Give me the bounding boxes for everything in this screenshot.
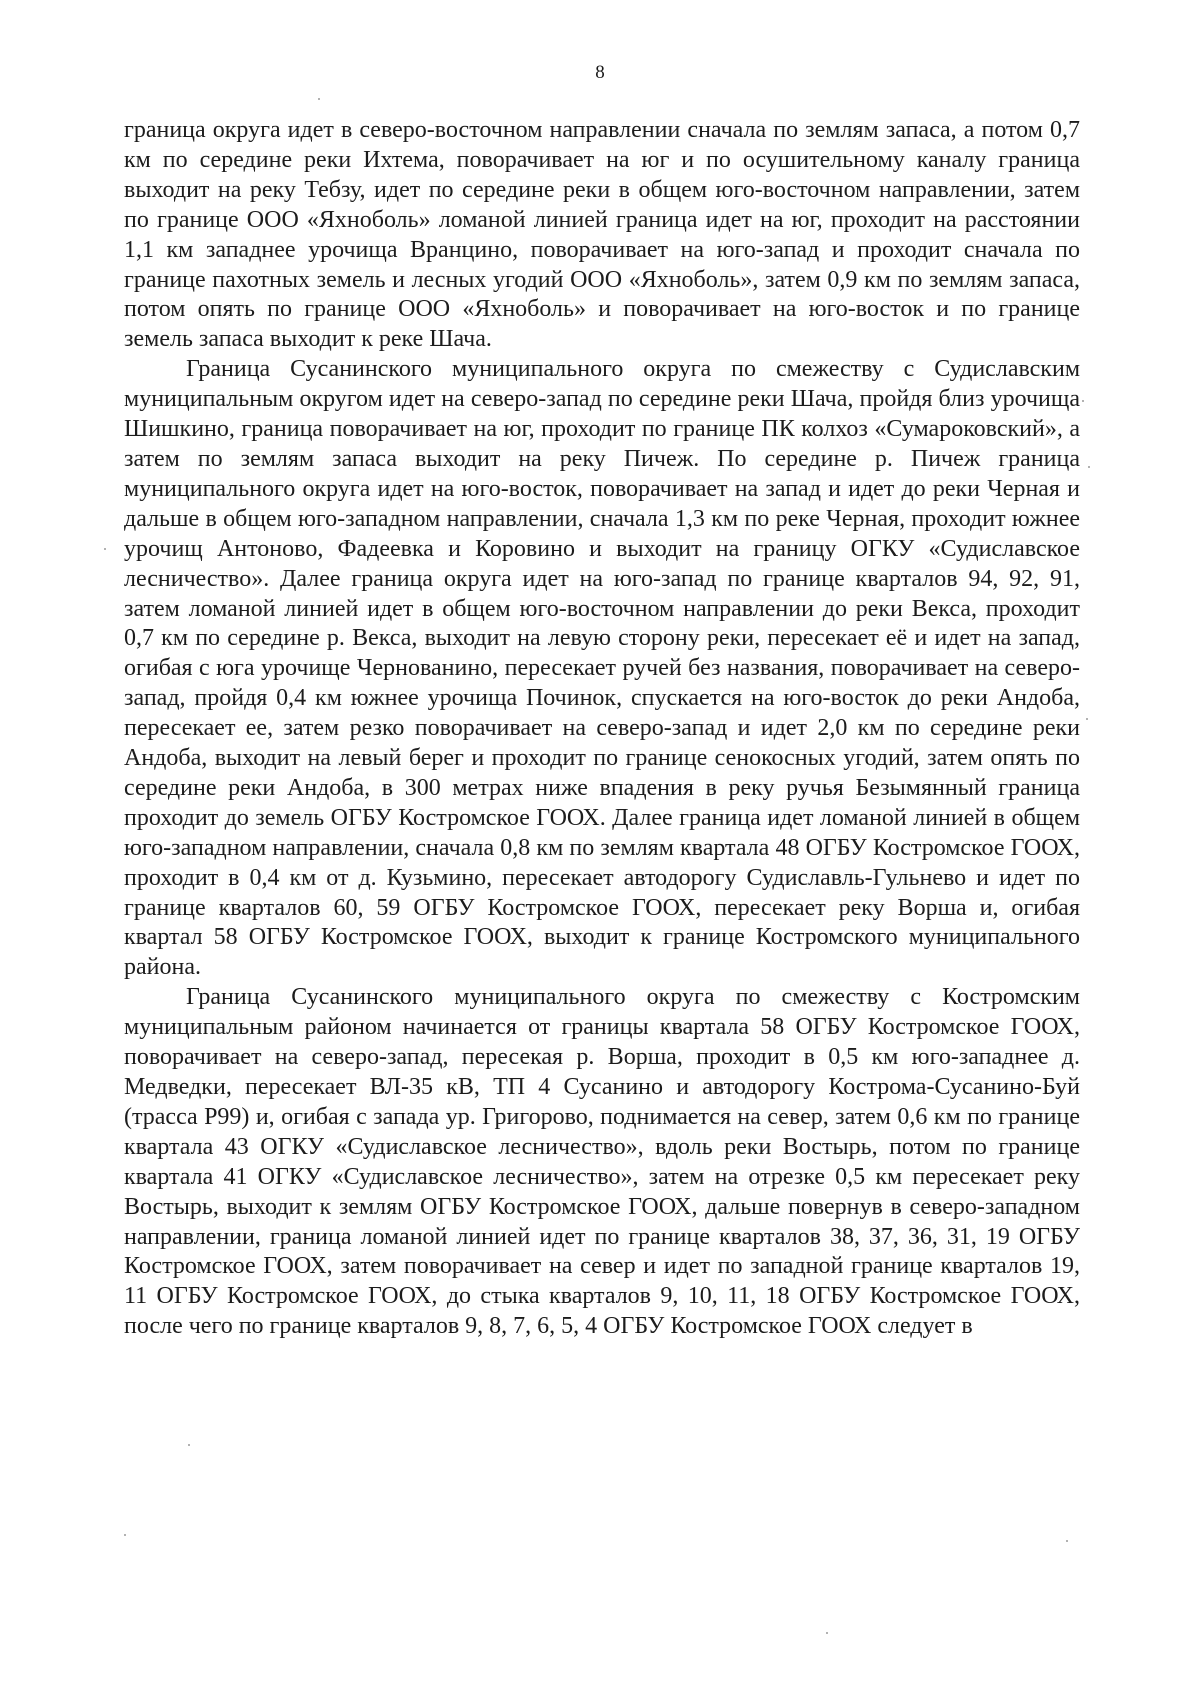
scan-speck (1086, 718, 1088, 720)
page-number: 8 (595, 62, 605, 83)
paragraph-2: Граница Сусанинского муниципального округа по смежеству с Судиславским муниципальным округом идет на северо-запад по середине реки Шача, пройдя близ урочища Шишкино, граница поворачивает на юг, проходит по границе ПК колхоз «Сумароковский», а затем по землям запаса выходит на реку Пичеж. По середине р. Пичеж граница муниципального округа идет на юго-восток, поворачивает на запад и идет до реки Черная и дальше в общем юго-западном направлении, сначала 1,3 км по реке Черная, проходит южнее урочищ Антоново, Фадеевка и Коровино и выходит на границу ОГКУ «Судиславское лесничество». Далее граница округа идет на юго-запад по границе кварталов 94, 92, 91, затем ломаной линией идет в общем юго-восточном направлении до реки Векса, проходит 0,7 км по середине р. Векса, выходит на левую сторону реки, пересекает её и идет на запад, огибая с юга урочище Чернованино, пересекает ручей без названия, поворачивает на северо-запад, пройдя 0,4 км южнее урочища Починок, спускается на юго-восток до реки Андоба, пересекает ее, затем резко поворачивает на северо-запад и идет 2,0 км по середине реки Андоба, выходит на левый берег и проходит по границе сенокосных угодий, затем опять по середине реки Андоба, в 300 метрах ниже впадения в реку ручья Безымянный граница проходит до земель ОГБУ Костромское ГООХ. Далее граница идет ломаной линией в общем юго-западном направлении, сначала 0,8 км по землям квартала 48 ОГБУ Костромское ГООХ, проходит в 0,4 км от д. Кузьмино, пересекает автодорогу Судиславль-Гульнево и идет по границе кварталов 60, 59 ОГБУ Костромское ГООХ, пересекает реку Ворша и, огибая квартал 58 ОГБУ Костромское ГООХ, выходит к границе Костромского муниципального района. (124, 356, 1080, 981)
paragraph-3: Граница Сусанинского муниципального округа по смежеству с Костромским муниципальным районом начинается от границы квартала 58 ОГБУ Костромское ГООХ, поворачивает на северо-запад, пересекая р. Ворша, проходит в 0,5 км юго-западнее д. Медведки, пересекает ВЛ-35 кВ, ТП 4 Сусанино и автодорогу Кострома-Сусанино-Буй (трасса Р99) и, огибая с запада ур. Григорово, поднимается на север, затем 0,6 км по границе квартала 43 ОГКУ «Судиславское лесничество», вдоль реки Востырь, потом по границе квартала 41 ОГКУ «Судиславское лесничество», затем на отрезке 0,5 км пересекает реку Востырь, выходит к землям ОГБУ Костромское ГООХ, дальше повернув в северо-западном направлении, граница ломаной линией идет по границе кварталов 38, 37, 36, 31, 19 ОГБУ Костромское ГООХ, затем поворачивает на север и идет по западной границе кварталов 19, 11 ОГБУ Костромское ГООХ, до стыка кварталов 9, 10, 11, 18 ОГБУ Костромское ГООХ, после чего по границе кварталов 9, 8, 7, 6, 5, 4 ОГБУ Костромское ГООХ следует в (124, 984, 1080, 1340)
scan-speck (826, 1632, 828, 1634)
scan-speck (124, 1534, 126, 1536)
scan-speck (188, 1444, 190, 1446)
paragraph-1: граница округа идет в северо-восточном направлении сначала по землям запаса, а потом 0,7 км по середине реки Ихтема, поворачивает на юг и по осушительному каналу граница выходит на реку Тебзу, идет по середине реки в общем юго-восточном направлении, затем по границе ООО «Яхноболь» ломаной линией граница идет на юг, проходит на расстоянии 1,1 км западнее урочища Вранцино, поворачивает на юго-запад и проходит сначала по границе пахотных земель и лесных угодий ООО «Яхноболь», затем 0,9 км по землям запаса, потом опять по границе ООО «Яхноболь» и поворачивает на юго-восток и по границе земель запаса выходит к реке Шача. (124, 117, 1080, 353)
scan-speck (104, 548, 106, 550)
scan-speck (1088, 466, 1090, 468)
scan-speck (1082, 400, 1084, 402)
body-text (124, 116, 1080, 1342)
scan-speck (318, 98, 320, 100)
scan-speck (1066, 1540, 1068, 1542)
